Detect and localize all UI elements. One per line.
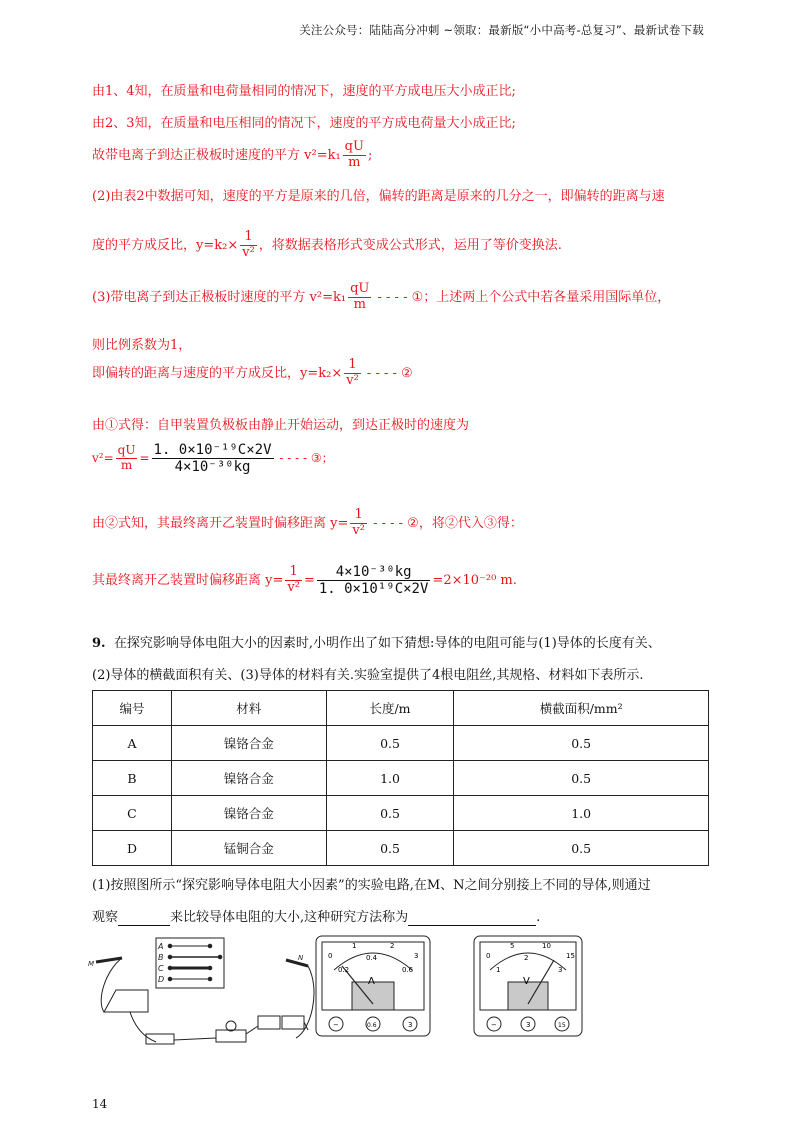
text-span: ; <box>367 147 373 163</box>
denominator: v² <box>352 522 365 538</box>
numerator: 1 <box>285 565 302 581</box>
solution-line-12 <box>92 564 517 597</box>
wire-label: C <box>158 964 164 973</box>
ammeter-terminal-label: 3 <box>408 1021 413 1029</box>
question-9-part-1-line-2 <box>92 906 540 926</box>
text-span: = <box>139 451 150 466</box>
terminal <box>218 955 222 959</box>
text-span: 由②式知，其最终离开乙装置时偏移距离 y= <box>92 515 349 531</box>
fraction <box>350 508 367 539</box>
denominator: v² <box>242 244 255 260</box>
lead-wire <box>296 966 314 1038</box>
battery <box>282 1016 304 1029</box>
text-span: 其最终离开乙装置时偏移距离 y= <box>92 573 284 589</box>
ammeter-bottom-tick: 0.4 <box>366 954 378 962</box>
bulb-base <box>216 1030 246 1042</box>
solution-line-7: 则比例系数为1， <box>92 338 192 353</box>
denominator: 1. 0×10¹⁹C×2V <box>318 581 429 598</box>
text-span: 故带电离子到达正极板时速度的平方 v²=k₁ <box>92 147 341 163</box>
page-number: 14 <box>92 1097 108 1111</box>
voltmeter-top-tick: 10 <box>542 942 551 950</box>
voltmeter-terminal-label: − <box>491 1021 497 1029</box>
ammeter-terminal-label: 0.6 <box>367 1022 377 1029</box>
voltmeter <box>474 936 582 1036</box>
denominator: m <box>353 296 366 312</box>
voltmeter-bottom-tick: 3 <box>558 966 563 974</box>
text-span: (3)带电离子到达正极板时速度的平方 v²=k₁ <box>92 289 347 305</box>
text-span: - - - - ③； <box>275 451 334 466</box>
voltmeter-unit: V <box>523 976 530 987</box>
clip-m-label: M <box>88 960 95 968</box>
table-header-cell: 编号 <box>93 691 172 726</box>
page-header: 关注公众号：陆陆高分冲刺 ~领取：最新版“小中高考-总复习”、最新试卷下载 <box>299 23 704 37</box>
question-9-line-2: (2)导体的横截面积有关、(3)导体的材料有关.实验室提供了4根电阻丝,其规格、材料如下表所示. <box>92 668 644 683</box>
table-cell: A <box>93 726 172 761</box>
table-header-row <box>93 691 709 726</box>
voltmeter-top-tick: 5 <box>510 942 515 950</box>
text-span: 在探究影响导体电阻大小的因素时,小明作出了如下猜想:导体的电阻可能与(1)导体的长度有关、 <box>113 636 661 651</box>
table-cell: 0.5 <box>454 761 709 796</box>
answer-blank[interactable] <box>408 910 536 926</box>
solution-line-2: 由2、3知，在质量和电压相同的情况下，速度的平方成电荷量大小成正比; <box>92 116 516 131</box>
numerator: qU <box>350 281 370 296</box>
table-cell: 镍铬合金 <box>171 761 326 796</box>
table-cell: 0.5 <box>454 726 709 761</box>
table-cell: 锰铜合金 <box>171 831 326 866</box>
terminal <box>168 966 172 970</box>
fraction <box>116 444 138 473</box>
solution-line-3 <box>92 140 372 171</box>
ammeter-unit: A <box>368 976 375 987</box>
terminal <box>208 944 212 948</box>
question-9-part-1-line-1: (1)按照图所示“探究影响导体电阻大小因素”的实验电路,在M、N之间分别接上不同的导体,则通过 <box>92 878 651 893</box>
solution-line-8 <box>92 358 413 389</box>
wire-label: A <box>158 942 164 951</box>
denominator: v² <box>287 580 300 596</box>
numerator: 1 <box>240 230 257 246</box>
ammeter <box>316 936 430 1036</box>
solution-line-11 <box>92 508 523 539</box>
solution-line-5 <box>92 230 562 261</box>
ammeter-top-tick: 2 <box>390 942 395 950</box>
text-span: 来比较导体电阻的大小,这种研究方法称为 <box>170 910 409 925</box>
lead-wire <box>174 1038 216 1040</box>
voltmeter-top-tick: 0 <box>486 952 491 960</box>
fraction <box>240 230 257 261</box>
lead-wire <box>101 958 122 1012</box>
table-header-cell: 长度/m <box>326 691 454 726</box>
solution-line-1: 由1、4知，在质量和电荷量相同的情况下，速度的平方成电压大小成正比; <box>92 84 516 99</box>
text-span: . <box>536 910 541 925</box>
ammeter-top-tick: 1 <box>352 942 357 950</box>
ammeter-top-tick: 0 <box>328 952 333 960</box>
resistance-wire-table <box>92 690 709 866</box>
question-number: 9. <box>92 636 106 651</box>
table-row <box>93 726 709 761</box>
terminal <box>168 944 172 948</box>
table-cell: B <box>93 761 172 796</box>
voltmeter-bottom-tick: 1 <box>496 966 501 974</box>
table-cell: C <box>93 796 172 831</box>
text-span: v²= <box>92 451 114 466</box>
wire-label: B <box>158 953 164 962</box>
text-span: ，将数据表格形式变成公式形式，运用了等价变换法. <box>258 237 562 253</box>
solution-line-9: 由①式得：自甲装置负极板由静止开始运动，到达正极时的速度为 <box>92 418 470 433</box>
ammeter-terminal-label: − <box>333 1021 339 1029</box>
numerator: 1 <box>350 508 367 524</box>
ammeter-top-tick: 3 <box>414 952 419 960</box>
terminal <box>208 977 212 981</box>
voltmeter-top-tick: 15 <box>566 952 575 960</box>
table-cell: 0.5 <box>326 726 454 761</box>
voltmeter-terminal-label: 3 <box>526 1021 531 1029</box>
battery <box>258 1016 280 1029</box>
solution-line-6 <box>92 282 670 313</box>
table-header-cell: 横截面积/mm² <box>454 691 709 726</box>
lead-wire <box>246 1026 258 1034</box>
fraction <box>343 140 366 171</box>
text-span: - - - - ①；上述两上个公式中若各量采用国际单位， <box>373 289 671 305</box>
terminal <box>168 955 172 959</box>
numerator: 4×10⁻³⁰kg <box>317 564 431 581</box>
solution-line-4: (2)由表2中数据可知，速度的平方是原来的几倍，偏转的距离是原来的几分之一，即偏转的距离与速 <box>92 189 665 204</box>
table-header-cell: 材料 <box>171 691 326 726</box>
table-cell: 1.0 <box>454 796 709 831</box>
lead-wire <box>130 1012 156 1042</box>
table-cell: 镍铬合金 <box>171 796 326 831</box>
answer-blank[interactable] <box>118 910 170 926</box>
fraction <box>152 442 274 475</box>
denominator: 4×10⁻³⁰kg <box>174 459 251 476</box>
solution-line-10 <box>92 442 334 475</box>
text-span: 即偏转的距离与速度的平方成反比，y=k₂× <box>92 365 343 381</box>
table-cell: 镍铬合金 <box>171 726 326 761</box>
voltmeter-bottom-tick: 2 <box>524 954 529 962</box>
fraction <box>348 282 371 313</box>
text-span: = <box>303 573 315 589</box>
table-row <box>93 761 709 796</box>
text-span: 度的平方成反比，y=k₂× <box>92 237 239 253</box>
question-9-line-1 <box>92 632 661 651</box>
clip-n-label: N <box>298 954 304 962</box>
numerator: 1. 0×10⁻¹⁹C×2V <box>153 442 272 458</box>
table-row <box>93 831 709 866</box>
clip-n <box>286 960 308 966</box>
text-span: - - - - ② <box>362 365 413 381</box>
denominator: m <box>348 154 361 170</box>
text-span: 观察 <box>92 910 119 925</box>
numerator: qU <box>344 139 364 154</box>
ammeter-small <box>104 990 148 1012</box>
table-cell: 0.5 <box>326 831 454 866</box>
ammeter-bottom-tick: 0.6 <box>402 966 414 974</box>
table-cell: D <box>93 831 172 866</box>
numerator: 1 <box>344 358 361 374</box>
terminal <box>168 977 172 981</box>
terminal <box>208 966 212 970</box>
fraction <box>344 358 361 389</box>
table-cell: 0.5 <box>326 796 454 831</box>
table-cell: 1.0 <box>326 761 454 796</box>
experiment-figure <box>86 930 706 1054</box>
circuit-diagram <box>96 938 314 1044</box>
ammeter-bottom-tick: 0.2 <box>338 966 350 974</box>
voltmeter-terminal-label: 15 <box>558 1022 566 1029</box>
denominator: m <box>120 458 133 473</box>
table-row <box>93 796 709 831</box>
wire-label: D <box>158 975 165 984</box>
fraction <box>285 565 302 596</box>
denominator: v² <box>346 372 359 388</box>
table-cell: 0.5 <box>454 831 709 866</box>
fraction <box>317 564 431 597</box>
text-span: - - - - ②，将②代入③得： <box>368 515 523 531</box>
text-span: =2×10⁻²⁰ m. <box>432 573 517 589</box>
numerator: qU <box>117 443 136 458</box>
